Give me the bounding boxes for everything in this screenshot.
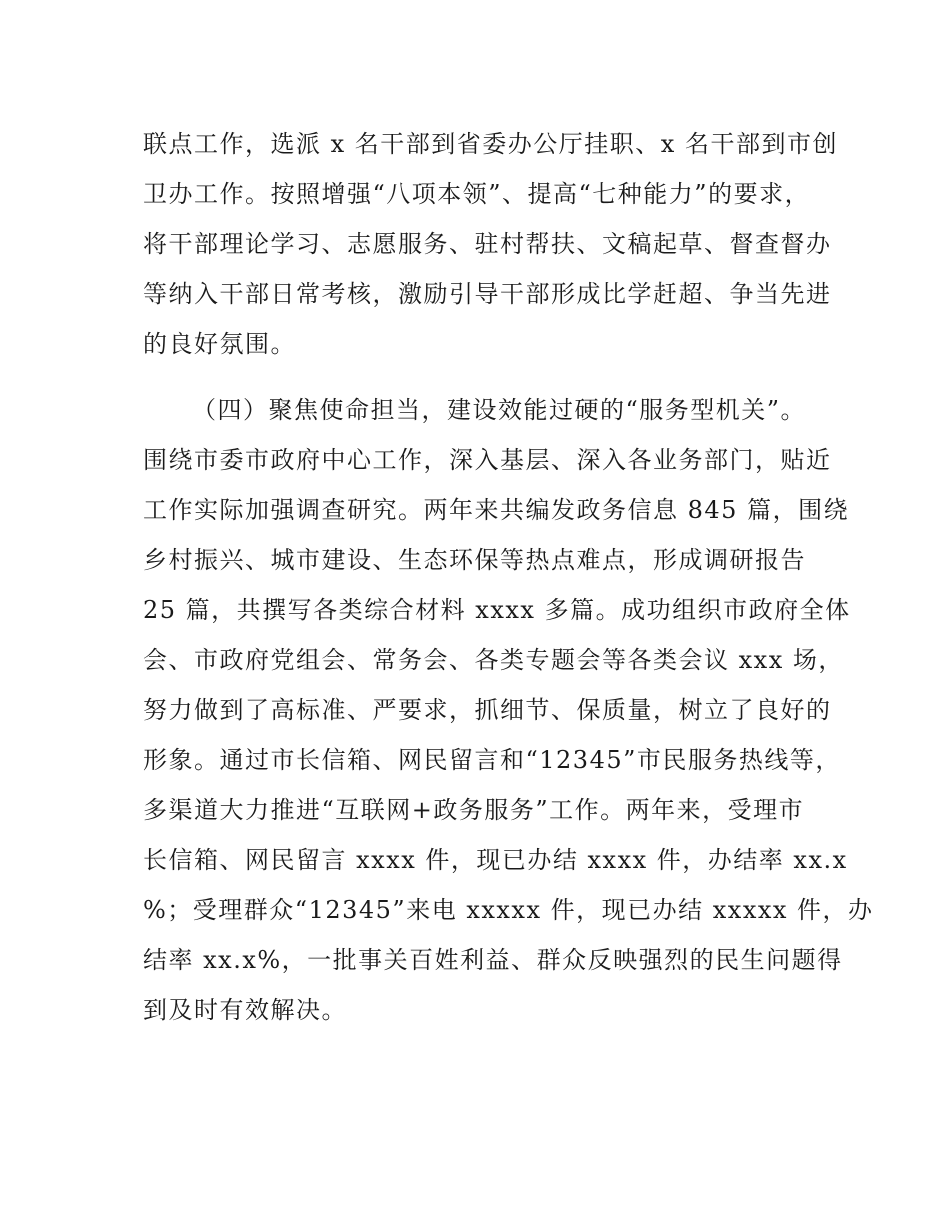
text-line: 长信箱、网民留言 xxxx 件，现已办结 xxxx 件，办结率 xx.x	[143, 846, 848, 874]
text-line: 形象。通过市长信箱、网民留言和“12345”市民服务热线等，	[143, 746, 841, 774]
text-line: 多渠道大力推进“互联网+政务服务”工作。两年来，受理市	[143, 796, 805, 824]
text-line: 工作实际加强调查研究。两年来共编发政务信息 845 篇，围绕	[143, 496, 850, 524]
text-line: 会、市政府党组会、常务会、各类专题会等各类会议 xxx 场，	[143, 646, 844, 674]
text-line: 将干部理论学习、志愿服务、驻村帮扶、文稿起草、督查督办	[143, 230, 832, 258]
text-line: 卫办工作。按照增强“八项本领”、提高“七种能力”的要求，	[143, 180, 811, 208]
text-line: 结率 xx.x%，一批事关百姓利益、群众反映强烈的民生问题得	[143, 946, 843, 974]
text-line: 等纳入干部日常考核，激励引导干部形成比学赶超、争当先进	[143, 280, 832, 308]
text-line: 努力做到了高标准、严要求，抓细节、保质量，树立了良好的	[143, 696, 832, 724]
text-line: 到及时有效解决。	[143, 996, 347, 1024]
text-line: 乡村振兴、城市建设、生态环保等热点难点，形成调研报告	[143, 546, 806, 574]
text-line: 联点工作，选派 x 名干部到省委办公厅挂职、x 名干部到市创	[143, 130, 838, 158]
text-line: 25 篇，共撰写各类综合材料 xxxx 多篇。成功组织市政府全体	[143, 596, 851, 624]
section-heading: （四）聚焦使命担当，建设效能过硬的“服务型机关”。	[192, 396, 807, 424]
text-line: 的良好氛围。	[143, 330, 296, 358]
text-line: %；受理群众“12345”来电 xxxxx 件，现已办结 xxxxx 件，办	[143, 896, 874, 924]
text-line: 围绕市委市政府中心工作，深入基层、深入各业务部门，贴近	[143, 446, 832, 474]
